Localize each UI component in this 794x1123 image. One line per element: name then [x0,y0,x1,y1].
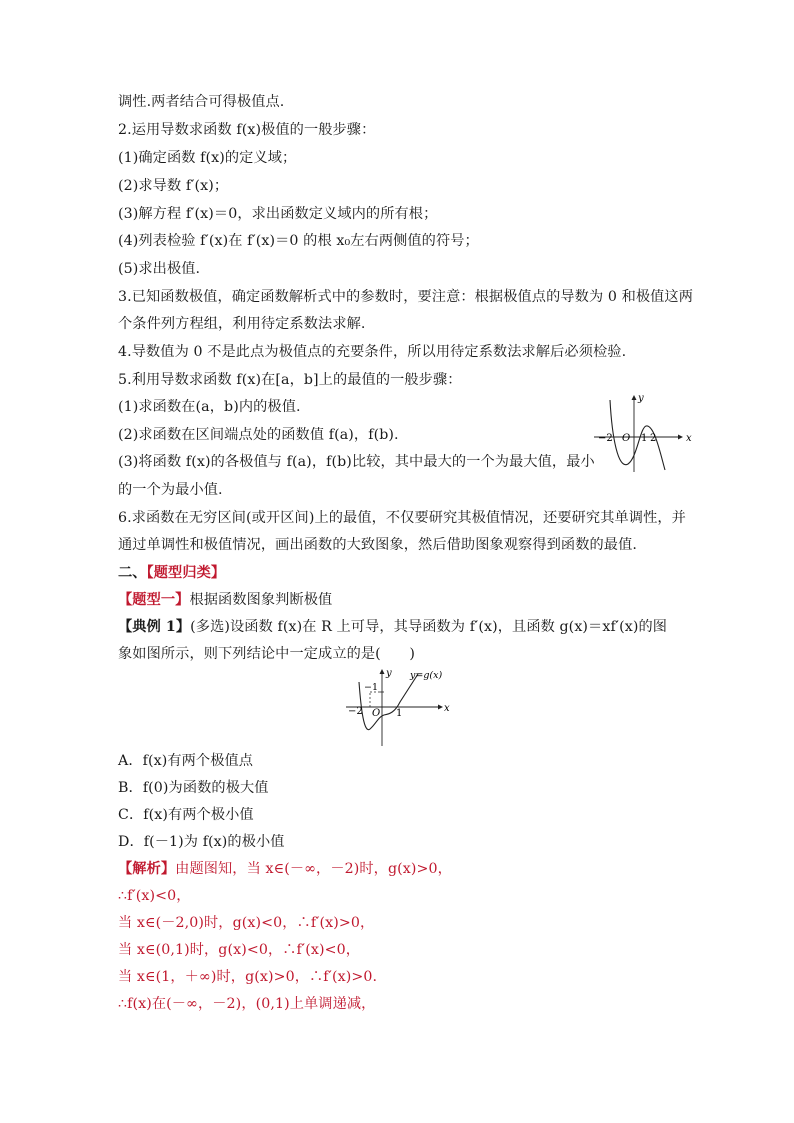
analysis-line: 当 x∈(1，＋∞)时，g(x)>0，∴f′(x)>0. [118,969,378,985]
analysis-first-line [118,859,452,879]
analysis-line: ∴f′(x)<0， [118,888,191,904]
function-graph-2 [340,664,450,748]
option-d: D．f(－1)为 f(x)的极小值 [118,834,285,850]
text-line: (1)确定函数 f(x)的定义域； [118,150,297,166]
analysis-tag: 【解析】 [118,861,176,877]
text-line: (4)列表检验 f′(x)在 f′(x)＝0 的根 x₀左右两侧值的符号； [118,233,479,249]
y-axis-label: y [386,668,392,679]
text-line: 6.求函数在无穷区间(或开区间)上的最值，不仅要研究其极值情况，还要研究其单调性，并 [118,510,686,526]
text-line: 5.利用导数求函数 f(x)在[a，b]上的最值的一般步骤： [118,372,462,388]
text-line: 的一个为最小值. [118,482,223,498]
text-line: (5)求出极值. [118,261,201,277]
y-axis-label: y [638,393,644,404]
section-title: 【题型归类】 [146,565,226,581]
analysis-line: ∴f(x)在(－∞，－2)，(0,1)上单调递减， [118,996,376,1012]
origin-label: O [372,708,381,719]
text-line: 个条件列方程组，利用待定系数法求解. [118,316,366,332]
text-line: (1)求函数在(a，b)内的极值. [118,399,301,415]
text-line: 调性.两者结合可得极值点. [118,94,285,110]
type-title: 根据函数图象判断极值 [189,592,333,608]
curve-label: y=g(x) [410,670,443,681]
text-line: 通过单调性和极值情况，画出函数的大致图象，然后借助图象观察得到函数的最值. [118,537,637,553]
option-a: A．f(x)有两个极值点 [118,753,254,769]
type-heading [118,590,332,610]
section-heading [118,563,225,583]
option-b: B．f(0)为函数的极大值 [118,780,269,796]
example-stem [118,617,667,637]
text-line: (3)将函数 f(x)的各极值与 f(a)，f(b)比较，其中最大的一个为最大值，最小 [118,454,595,470]
text-line: (2)求导数 f′(x)； [118,178,229,194]
text-line: (3)解方程 f′(x)＝0，求出函数定义域内的所有根； [118,206,438,222]
example-text: (多选)设函数 f(x)在 R 上可导，其导函数为 f′(x)，且函数 g(x)＝xf′(x)的图 [190,619,668,635]
x-axis-label: x [686,433,692,444]
x-axis-label: x [444,703,450,714]
tick-label: 2 [650,433,657,444]
analysis-line: 当 x∈(－2,0)时，g(x)<0，∴f′(x)>0， [118,915,375,931]
text-line: 3.已知函数极值，确定函数解析式中的参数时，要注意：根据极值点的导数为 0 和极值这两 [118,289,694,305]
text-line: 4.导数值为 0 不是此点为极值点的充要条件，所以用待定系数法求解后必须检验. [118,344,627,360]
type-tag: 【题型一】 [118,592,190,608]
tick-label: −1 [364,682,379,693]
text-line: (2)求函数在区间端点处的函数值 f(a)，f(b). [118,427,399,443]
tick-label: 1 [641,433,648,444]
origin-label: O [622,433,631,444]
tick-label: 1 [396,708,403,719]
option-c: C．f(x)有两个极小值 [118,807,254,823]
example-tag: 【典例 1】 [118,619,191,635]
section-number: 二、 [118,565,147,581]
analysis-line: 当 x∈(0,1)时，g(x)<0，∴f′(x)<0， [118,942,360,958]
text-line: 2.运用导数求函数 f(x)极值的一般步骤： [118,122,376,138]
example-stem-line: 象如图所示，则下列结论中一定成立的是( ) [118,646,416,662]
function-graph-1 [590,392,690,474]
tick-label: −2 [348,706,363,717]
analysis-text: 由题图知，当 x∈(－∞，－2)时，g(x)>0， [175,861,452,877]
tick-label: −2 [598,433,613,444]
